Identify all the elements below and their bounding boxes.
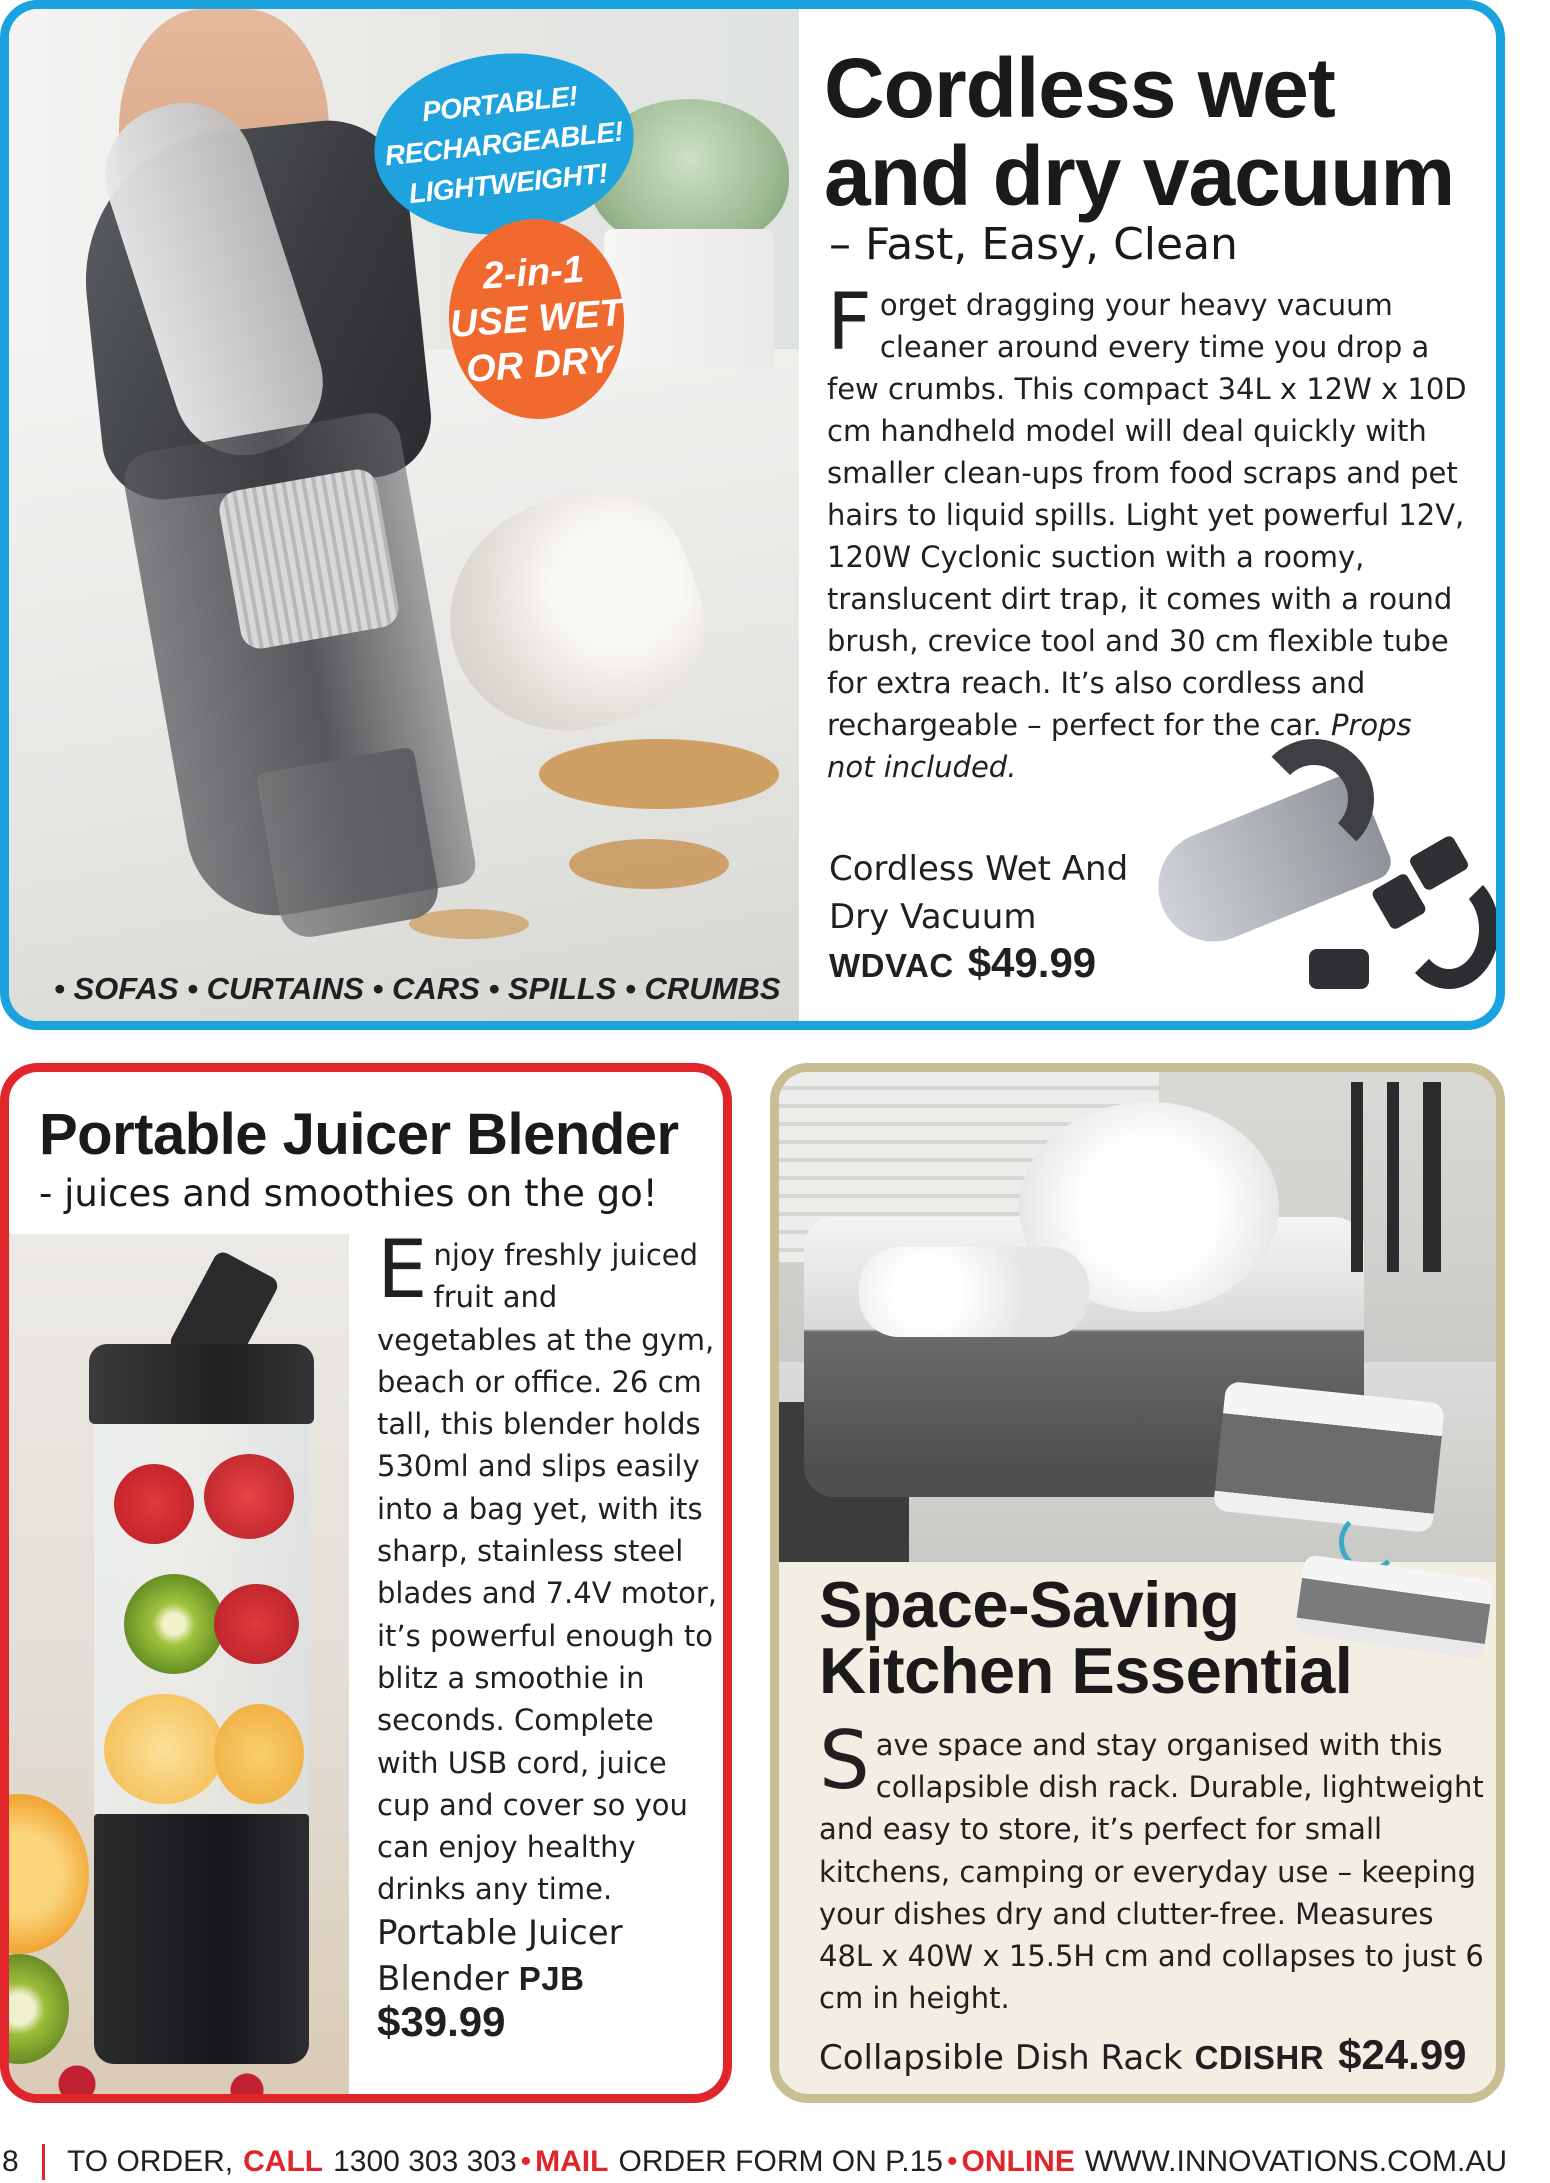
to-order-label: TO ORDER, — [67, 2145, 234, 2178]
product-name: Collapsible Dish Rack — [819, 2038, 1183, 2078]
order-footer — [0, 2142, 1550, 2182]
mail-text: ORDER FORM ON P.15 — [618, 2145, 943, 2178]
phone-number[interactable]: 1300 303 303 — [333, 2145, 517, 2178]
raspberries — [9, 2054, 349, 2102]
title-line: Cordless wet — [824, 41, 1335, 135]
drop-cap: F — [827, 278, 872, 368]
separator: • — [520, 2145, 532, 2178]
vacuum-filter — [216, 466, 401, 651]
drop-cap: S — [819, 1714, 870, 1807]
vacuum-panel — [0, 0, 1505, 1030]
vacuum-product-shot — [1134, 729, 1434, 989]
product-code: WDVAC — [829, 947, 954, 984]
product-code: CDISHR — [1194, 2039, 1325, 2076]
badge-line: OR DRY — [464, 338, 615, 391]
title-line: Kitchen Essential — [819, 1634, 1353, 1707]
juicer-panel — [0, 1063, 732, 2103]
page-number: 8 — [2, 2145, 19, 2178]
dish-rack-photo — [779, 1072, 1496, 1562]
round-brush — [1309, 949, 1369, 989]
coffee-spill — [539, 739, 779, 809]
product-price: $24.99 — [1338, 2031, 1467, 2078]
call-label: CALL — [243, 2145, 324, 2178]
juicer-product-name: Portable Juicer Blender PJB — [377, 1913, 623, 1999]
footer-divider — [42, 2144, 45, 2180]
dish-rack-price-line — [819, 2031, 1467, 2079]
separator: • — [947, 2145, 958, 2178]
orange-slice — [9, 1794, 89, 1954]
vacuum-title — [824, 41, 1455, 223]
badge-line: PORTABLE! — [420, 80, 580, 128]
product-price: $49.99 — [967, 939, 1097, 986]
vacuum-subtitle: – Fast, Easy, Clean — [829, 219, 1238, 270]
juicer-description: Enjoy freshly juiced fruit and vegetables at the gym, beach or office. 26 cm tall, this blender holds 530ml and slips easily into a bag yet, with its sharp, stainless steel blades and 7.4V motor, it’s powerful enough to blitz a smoothie in seconds. Complete with USB cord, juice cup and cover so you can enjoy healthy drinks any time. — [377, 1223, 718, 1907]
plant-pot — [604, 229, 774, 369]
juicer-jar — [94, 1424, 309, 1814]
badge-line: 2-in-1 — [481, 248, 586, 298]
vacuum-description: Forget dragging your heavy vacuum cleaner around every time you drop a few crumbs. This compact 34L x 12W x 10D cm handheld model will deal quickly with smaller clean-ups from food scraps and pet hairs to liquid spills. Light yet powerful 12V, 120W Cyclonic suction with a roomy, translucent dirt trap, it comes with a round brush, crevice tool and 30 cm flexible tube for extra reach. It’s also cordless and rechargeable – perfect for the car. Props not included. — [827, 278, 1467, 784]
mail-label: MAIL — [535, 2145, 609, 2178]
collapsed-rack — [1213, 1381, 1445, 1533]
vacuum-product-name: Cordless Wet And Dry Vacuum — [829, 849, 1129, 937]
juicer-lid — [89, 1344, 314, 1424]
bowls — [859, 1247, 1089, 1337]
juicer-title: Portable Juicer Blender — [39, 1102, 679, 1167]
juicer-subtitle: - juices and smoothies on the go! — [39, 1172, 658, 1215]
product-price: $39.99 — [377, 1998, 506, 2045]
vacuum-price-line — [829, 939, 1096, 987]
title-line: and dry vacuum — [824, 129, 1455, 223]
juicer-base — [94, 1814, 309, 2064]
vacuum-nozzle — [255, 746, 442, 941]
juicer-photo — [9, 1234, 349, 2102]
online-label: ONLINE — [961, 2145, 1075, 2178]
title-line: Space-Saving — [819, 1568, 1240, 1641]
website-link[interactable]: WWW.INNOVATIONS.COM.AU — [1084, 2145, 1508, 2178]
badge-line: USE WET — [448, 292, 625, 346]
drop-cap: E — [377, 1223, 428, 1316]
dish-rack-title — [819, 1568, 1353, 1707]
utensils — [1339, 1082, 1459, 1272]
badge-line: RECHARGEABLE! — [383, 115, 625, 172]
vacuum-uses: • SOFAS • CURTAINS • CARS • SPILLS • CRUMBS — [54, 971, 781, 1006]
dish-rack-panel — [770, 1063, 1505, 2103]
product-code: PJB — [518, 1960, 585, 1997]
kiwi-slice — [9, 1954, 69, 2064]
dish-rack-description: Save space and stay organised with this collapsible dish rack. Durable, lightweight and easy to store, it’s perfect for small kitchens, camping or everyday use – keeping your dishes dry and clutter-free. Measures 48L x 40W x 15.5H cm and collapses to just 6 cm in height. — [819, 1714, 1484, 2016]
badge-line: LIGHTWEIGHT! — [407, 157, 609, 210]
